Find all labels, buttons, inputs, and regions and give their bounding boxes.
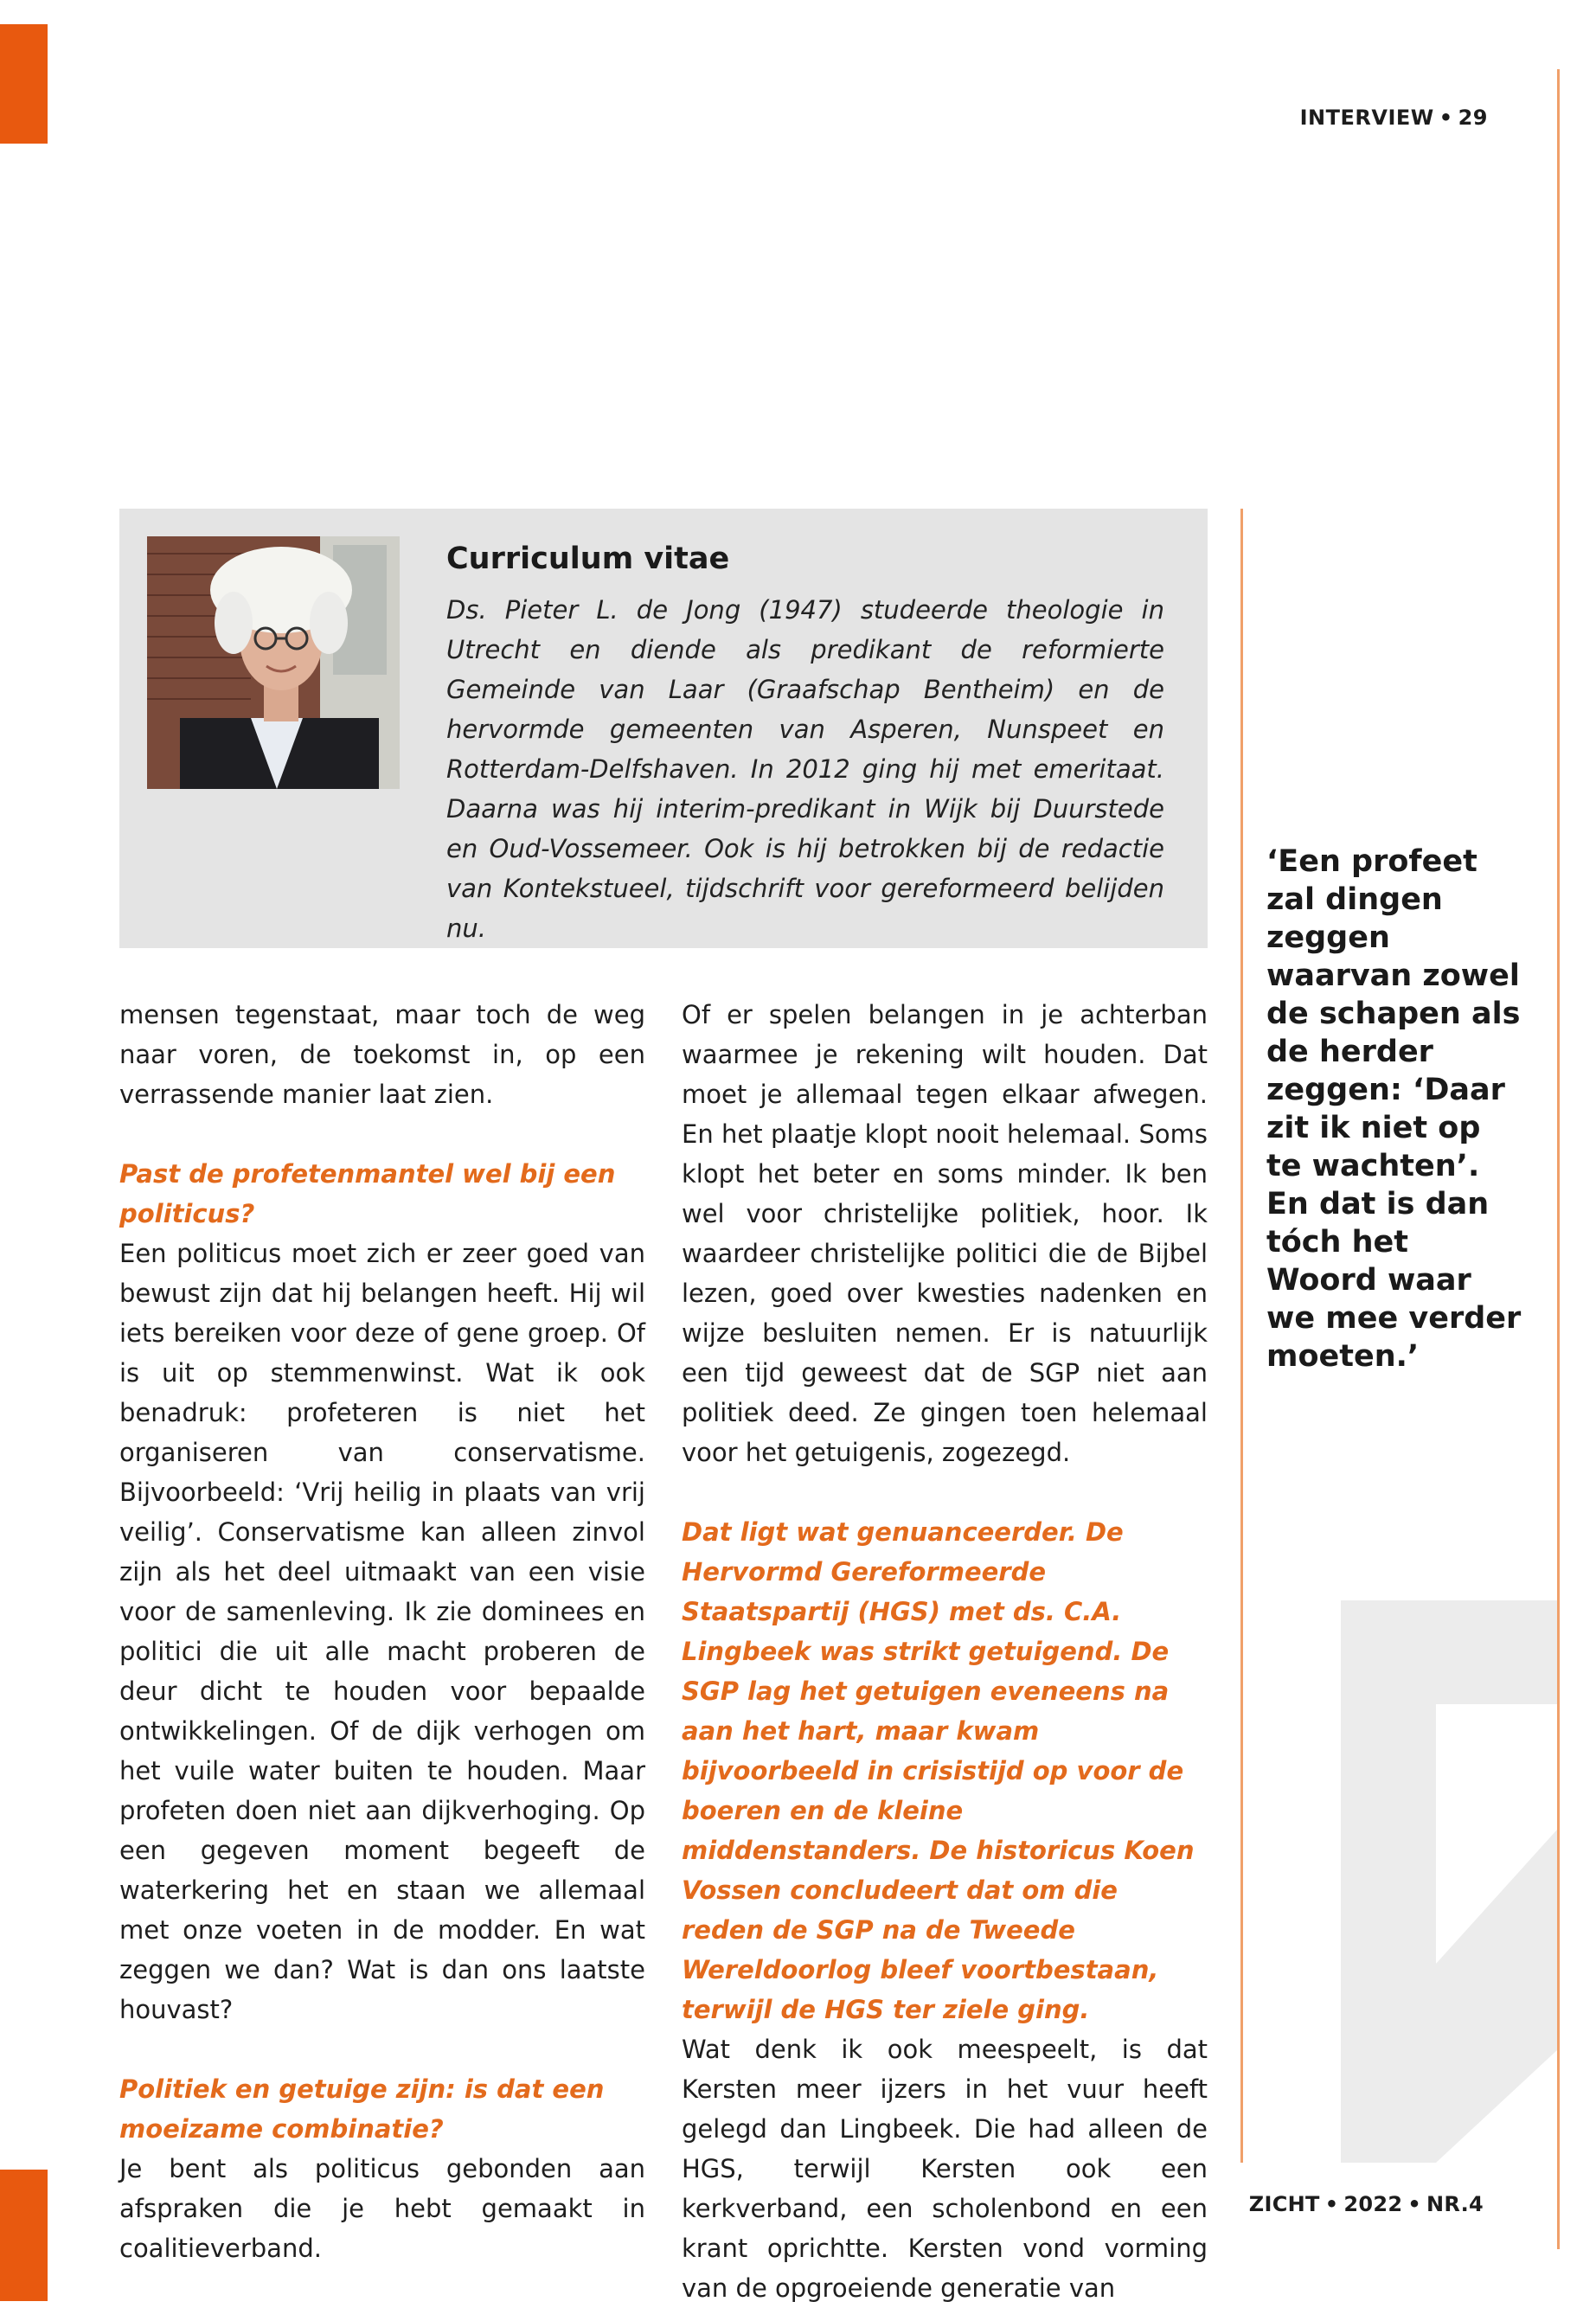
- paragraph: Of er spelen belangen in je achterban waarmee je rekening wilt houden. Dat moet je allemaal tegen elkaar afwegen. En het plaatje klopt nooit helemaal. Soms klopt het beter en soms minder. Ik ben wel voor christelijke politiek, hoor. Ik waardeer christelijke politici die de Bijbel lezen, goed over kwesties nadenken en wijze besluiten nemen. Er is natuurlijk een tijd geweest dat de SGP niet aan politiek deed. Ze gingen toen helemaal voor het getuigenis, zogezegd.: [682, 1000, 1208, 1467]
- cv-box: [119, 509, 1208, 948]
- page-edge-rule: [1557, 69, 1560, 2249]
- pull-quote: ‘Een profeet zal dingen zeggen waarvan zowel de schapen als de herder zeggen: ‘Daar zit ik niet op te wachten’. En dat is dan tóch het Woord waar we mee verder moeten.’: [1266, 844, 1522, 1374]
- section-label: INTERVIEW: [1299, 106, 1434, 130]
- issue-number: NR.4: [1426, 2192, 1484, 2216]
- article-column-right: [682, 995, 1208, 2308]
- paragraph: mensen tegenstaat, maar toch de weg naar voren, de toekomst in, op een verrassende manier laat zien.: [119, 1000, 645, 1109]
- paragraph: Je bent als politicus gebonden aan afspraken die je hebt gemaakt in coalitieverband.: [119, 2154, 645, 2263]
- orange-edge-tab-top: [0, 24, 48, 144]
- article-column-left: [119, 995, 645, 2268]
- cv-text: Ds. Pieter L. de Jong (1947) studeerde theologie in Utrecht en diende als predikant de reformierte Gemeinde van Laar (Graafschap Bentheim) en de hervormde gemeenten van Asperen, Nunspeet en Rotterdam-Delfshaven. In 2012 ging hij met emeritaat. Daarna was hij interim-predikant in Wijk bij Duurstede en Oud-Vossemeer. Ook is hij betrokken bij de redactie van Kontekstueel, tijdschrift voor gereformeerd belijden nu.: [446, 595, 1164, 943]
- decorative-z-shape: [1341, 1600, 1557, 2163]
- paragraph: Wat denk ik ook meespeelt, is dat Kersten meer ijzers in het vuur heeft gelegd dan Lingbeek. Die had alleen de HGS, terwijl Kersten ook een kerkverband, een scholenbond en een krant oprichtte. Kersten vond vorming van de opgroeiende generatie van: [682, 2035, 1208, 2303]
- issue-year: 2022: [1343, 2192, 1403, 2216]
- portrait-photo: [147, 536, 400, 789]
- interview-question: Politiek en getuige zijn: is dat een moeizame combinatie?: [119, 2074, 605, 2144]
- interview-question: Dat ligt wat genuanceerder. De Hervormd Gereformeerde Staatspartij (HGS) met ds. C.A. Lingbeek was strikt getuigend. De SGP lag het getuigen eveneens na aan het hart, maar kwam bijvoorbeeld in crisistijd op voor de boeren en de kleine middenstanders. De historicus Koen Vossen concludeert dat om die reden de SGP na de Tweede Wereldoorlog bleef voortbestaan, terwijl de HGS ter ziele ging.: [682, 1517, 1195, 2024]
- magazine-name: ZICHT: [1248, 2192, 1320, 2216]
- running-footer: ZICHT • 2022 • NR.4: [1248, 2192, 1484, 2216]
- column-divider-rule: [1240, 509, 1243, 2163]
- running-header: INTERVIEW • 29: [1299, 106, 1488, 130]
- page-number: 29: [1458, 106, 1488, 130]
- paragraph: Een politicus moet zich er zeer goed van bewust zijn dat hij belangen heeft. Hij wil iets bereiken voor deze of gene groep. Of is uit op stemmenwinst. Wat ik ook benadruk: profeteren is niet het organiseren van conservatisme. Bijvoorbeeld: ‘Vrij heilig in plaats van vrij veilig’. Conservatisme kan alleen zinvol zijn als het deel uitmaakt van een visie voor de samenleving. Ik zie dominees en politici die uit alle macht proberen de deur dicht te houden voor bepaalde ontwikkelingen. Of de dijk verhogen om het vuile water buiten te houden. Maar profeten doen niet aan dijkverhoging. Op een gegeven moment begeeft de waterkering het en staan we allemaal met onze voeten in de modder. En wat zeggen we dan? Wat is dan ons laatste houvast?: [119, 1239, 645, 2024]
- orange-edge-tab-bottom: [0, 2170, 48, 2301]
- cv-title: Curriculum vitae: [446, 542, 730, 576]
- interview-question: Past de profetenmantel wel bij een politicus?: [119, 1159, 616, 1228]
